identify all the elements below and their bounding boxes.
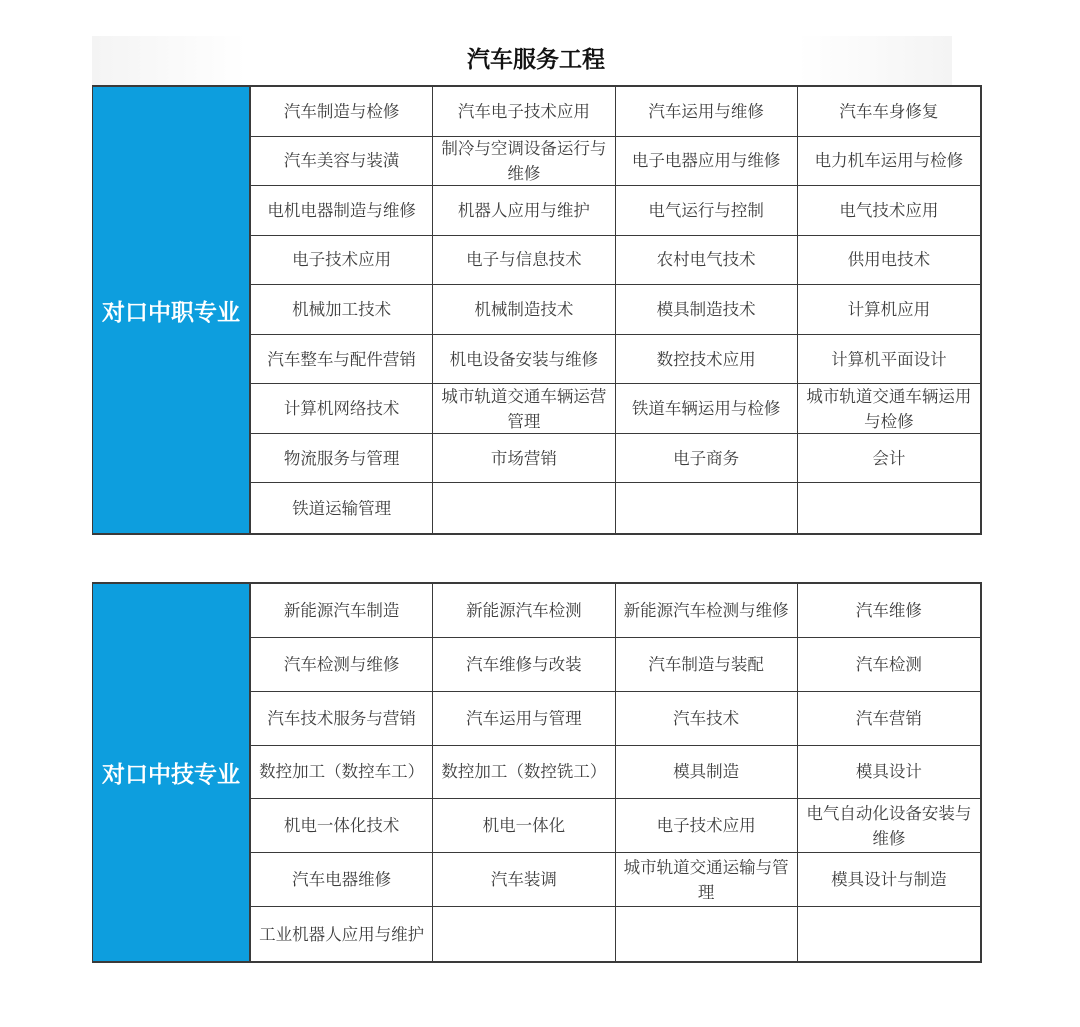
major-grid — [251, 584, 980, 961]
table-cell — [616, 907, 798, 961]
table-cell: 机械制造技术 — [433, 285, 615, 335]
table-cell: 计算机平面设计 — [798, 335, 980, 385]
table-cell: 新能源汽车检测 — [433, 584, 615, 638]
table-cell: 机电一体化技术 — [251, 799, 433, 853]
table-cell: 汽车营销 — [798, 692, 980, 746]
major-grid — [251, 87, 980, 533]
table-cell: 城市轨道交通车辆运营管理 — [433, 384, 615, 434]
section-technical-secondary — [92, 582, 982, 963]
table-cell: 计算机应用 — [798, 285, 980, 335]
table-cell: 电气技术应用 — [798, 186, 980, 236]
table-cell: 汽车装调 — [433, 853, 615, 907]
table-cell: 汽车制造与装配 — [616, 638, 798, 692]
table-cell: 汽车维修 — [798, 584, 980, 638]
table-cell: 汽车检测 — [798, 638, 980, 692]
table-cell: 铁道运输管理 — [251, 483, 433, 533]
table-cell: 数控加工（数控铣工） — [433, 746, 615, 800]
table-cell: 电气自动化设备安装与维修 — [798, 799, 980, 853]
table-cell: 电子商务 — [616, 434, 798, 484]
table-cell: 模具设计 — [798, 746, 980, 800]
table-cell — [798, 483, 980, 533]
table-cell: 计算机网络技术 — [251, 384, 433, 434]
table-cell: 汽车技术 — [616, 692, 798, 746]
table-cell: 城市轨道交通车辆运用与检修 — [798, 384, 980, 434]
table-cell: 新能源汽车制造 — [251, 584, 433, 638]
table-cell: 机器人应用与维护 — [433, 186, 615, 236]
section-label: 对口中技专业 — [93, 584, 251, 961]
table-cell: 电子与信息技术 — [433, 236, 615, 286]
table-cell: 供用电技术 — [798, 236, 980, 286]
table-cell: 汽车检测与维修 — [251, 638, 433, 692]
table-cell: 数控技术应用 — [616, 335, 798, 385]
table-cell: 汽车制造与检修 — [251, 87, 433, 137]
table-cell: 汽车运用与管理 — [433, 692, 615, 746]
table-cell: 电子技术应用 — [251, 236, 433, 286]
table-cell: 模具设计与制造 — [798, 853, 980, 907]
table-cell: 电子电器应用与维修 — [616, 137, 798, 187]
table-cell: 汽车维修与改装 — [433, 638, 615, 692]
table-cell: 会计 — [798, 434, 980, 484]
section-vocational-secondary — [92, 85, 982, 535]
table-cell: 汽车技术服务与营销 — [251, 692, 433, 746]
table-cell: 汽车车身修复 — [798, 87, 980, 137]
table-cell: 模具制造技术 — [616, 285, 798, 335]
table-cell: 制冷与空调设备运行与维修 — [433, 137, 615, 187]
table-cell — [433, 907, 615, 961]
table-cell: 电气运行与控制 — [616, 186, 798, 236]
table-cell: 电力机车运用与检修 — [798, 137, 980, 187]
table-cell — [616, 483, 798, 533]
table-cell: 模具制造 — [616, 746, 798, 800]
table-cell: 汽车电子技术应用 — [433, 87, 615, 137]
table-cell — [433, 483, 615, 533]
table-cell: 汽车运用与维修 — [616, 87, 798, 137]
table-cell: 汽车整车与配件营销 — [251, 335, 433, 385]
table-cell: 机电设备安装与维修 — [433, 335, 615, 385]
table-cell: 数控加工（数控车工） — [251, 746, 433, 800]
table-cell: 工业机器人应用与维护 — [251, 907, 433, 961]
table-cell: 汽车美容与装潢 — [251, 137, 433, 187]
table-cell: 物流服务与管理 — [251, 434, 433, 484]
table-cell: 机电一体化 — [433, 799, 615, 853]
table-cell: 市场营销 — [433, 434, 615, 484]
table-cell: 汽车电器维修 — [251, 853, 433, 907]
table-cell: 电机电器制造与维修 — [251, 186, 433, 236]
table-cell: 铁道车辆运用与检修 — [616, 384, 798, 434]
table-cell: 电子技术应用 — [616, 799, 798, 853]
table-cell: 机械加工技术 — [251, 285, 433, 335]
table-cell: 新能源汽车检测与维修 — [616, 584, 798, 638]
section-label: 对口中职专业 — [93, 87, 251, 533]
table-cell — [798, 907, 980, 961]
table-cell: 农村电气技术 — [616, 236, 798, 286]
table-cell: 城市轨道交通运输与管理 — [616, 853, 798, 907]
page-title: 汽车服务工程 — [467, 47, 605, 73]
